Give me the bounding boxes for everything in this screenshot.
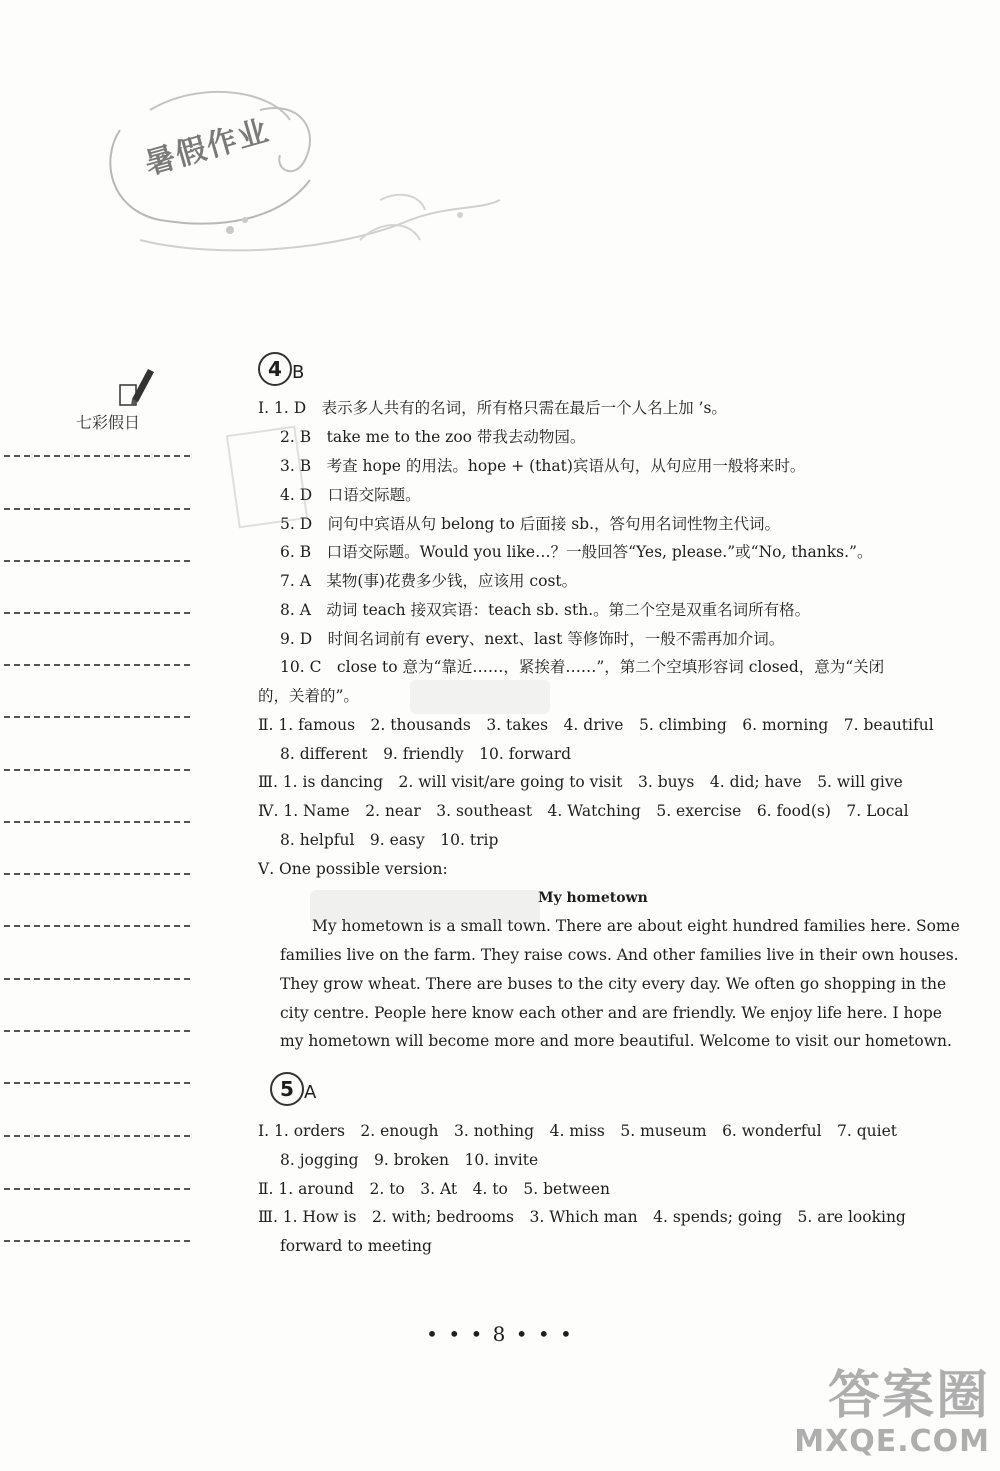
answer-line: Ⅲ. 1. How is 2. with; bedrooms 3. Which man 4. spends; going 5. are looking (258, 1208, 906, 1226)
answer-line: 8. A 动词 teach 接双宾语：teach sb. sth.。第二个空是双重名词所有格。 (280, 601, 811, 619)
answer-line: 8. helpful 9. easy 10. trip (280, 831, 499, 849)
answer-line: Ⅳ. 1. Name 2. near 3. southeast 4. Watching 5. exercise 6. food(s) 7. Local (258, 802, 909, 820)
section-number: 5 (270, 1072, 304, 1106)
note-line (4, 1082, 190, 1084)
essay-line: my hometown will become more and more beautiful. Welcome to visit our hometown. (280, 1032, 952, 1050)
note-line (4, 1135, 190, 1137)
note-line (4, 1240, 190, 1242)
answer-line: Ⅱ. 1. around 2. to 3. At 4. to 5. between (258, 1180, 611, 1198)
section-letter: A (304, 1082, 317, 1103)
answer-line: 8. jogging 9. broken 10. invite (280, 1151, 539, 1169)
answer-line: forward to meeting (280, 1237, 432, 1255)
note-line (4, 1188, 190, 1190)
essay-line: city centre. People here know each other and are friendly. We enjoy life here. I hope (280, 1004, 942, 1022)
note-line (4, 821, 190, 823)
header-ornament (80, 70, 520, 280)
note-line (4, 664, 190, 666)
essay-line: They grow wheat. There are buses to the city every day. We often go shopping in the (280, 975, 947, 993)
stamp-graphic (310, 890, 540, 924)
note-line (4, 925, 190, 927)
stamp-graphic (410, 680, 550, 714)
answer-line: Ⅰ. 1. orders 2. enough 3. nothing 4. miss 5. museum 6. wonderful 7. quiet (258, 1122, 898, 1140)
header-title: 暑假作业 (141, 113, 274, 183)
answer-line: 4. D 口语交际题。 (280, 486, 421, 504)
note-line (4, 1030, 190, 1032)
answer-line: Ⅱ. 1. famous 2. thousands 3. takes 4. drive 5. climbing 6. morning 7. beautiful (258, 716, 934, 734)
section-number: 4 (258, 352, 292, 386)
note-line (4, 873, 190, 875)
essay-line: My hometown is a small town. There are about eight hundred families here. Some (312, 917, 960, 935)
essay-line: families live on the farm. They raise cows. And other families live in their own houses. (280, 946, 959, 964)
note-line (4, 716, 190, 718)
note-line (4, 769, 190, 771)
note-line (4, 978, 190, 980)
answer-line: Ⅲ. 1. is dancing 2. will visit/are going to visit 3. buys 4. did; have 5. will give (258, 773, 903, 791)
section-letter: B (292, 362, 305, 383)
section-4-badge (250, 350, 314, 394)
answer-line: 7. A 某物(事)花费多少钱，应该用 cost。 (280, 572, 578, 590)
answer-line: 5. D 问句中宾语从句 belong to 后面接 sb.，答句用名词性物主代词。 (280, 515, 781, 533)
stamp-graphic (226, 426, 308, 529)
answer-line: 3. B 考查 hope 的用法。hope + (that)宾语从句，从句应用一般将来时。 (280, 457, 806, 475)
sidebar-label: 七彩假日 (76, 413, 141, 432)
note-line (4, 508, 190, 510)
note-line (4, 455, 190, 457)
answer-line: 2. B take me to the zoo 带我去动物园。 (280, 428, 586, 446)
answer-line: Ⅴ. One possible version: (258, 860, 448, 878)
watermark-text: 答案圈 (827, 1366, 990, 1426)
note-line (4, 612, 190, 614)
pen-icon (118, 365, 158, 409)
answer-line: 的，关着的”。 (258, 687, 359, 705)
essay-title: My hometown (538, 890, 648, 906)
answer-line: Ⅰ. 1. D 表示多人共有的名词，所有格只需在最后一个人名上加 ’s。 (258, 399, 727, 417)
answer-line: 6. B 口语交际题。Would you like…？一般回答“Yes, please.”或“No, thanks.”。 (280, 543, 873, 561)
answer-line: 8. different 9. friendly 10. forward (280, 745, 572, 763)
watermark-logo (794, 1368, 990, 1459)
page-number: • • • 8 • • • (426, 1322, 574, 1346)
watermark-url: MXQE.COM (794, 1424, 990, 1459)
section-5-badge (262, 1070, 326, 1114)
answer-line: 9. D 时间名词前有 every、next、last 等修饰时，一般不需再加介词。 (280, 630, 785, 648)
answer-line: 10. C close to 意为“靠近……，紧挨着……”，第二个空填形容词 closed，意为“关闭 (280, 658, 885, 676)
note-line (4, 560, 190, 562)
